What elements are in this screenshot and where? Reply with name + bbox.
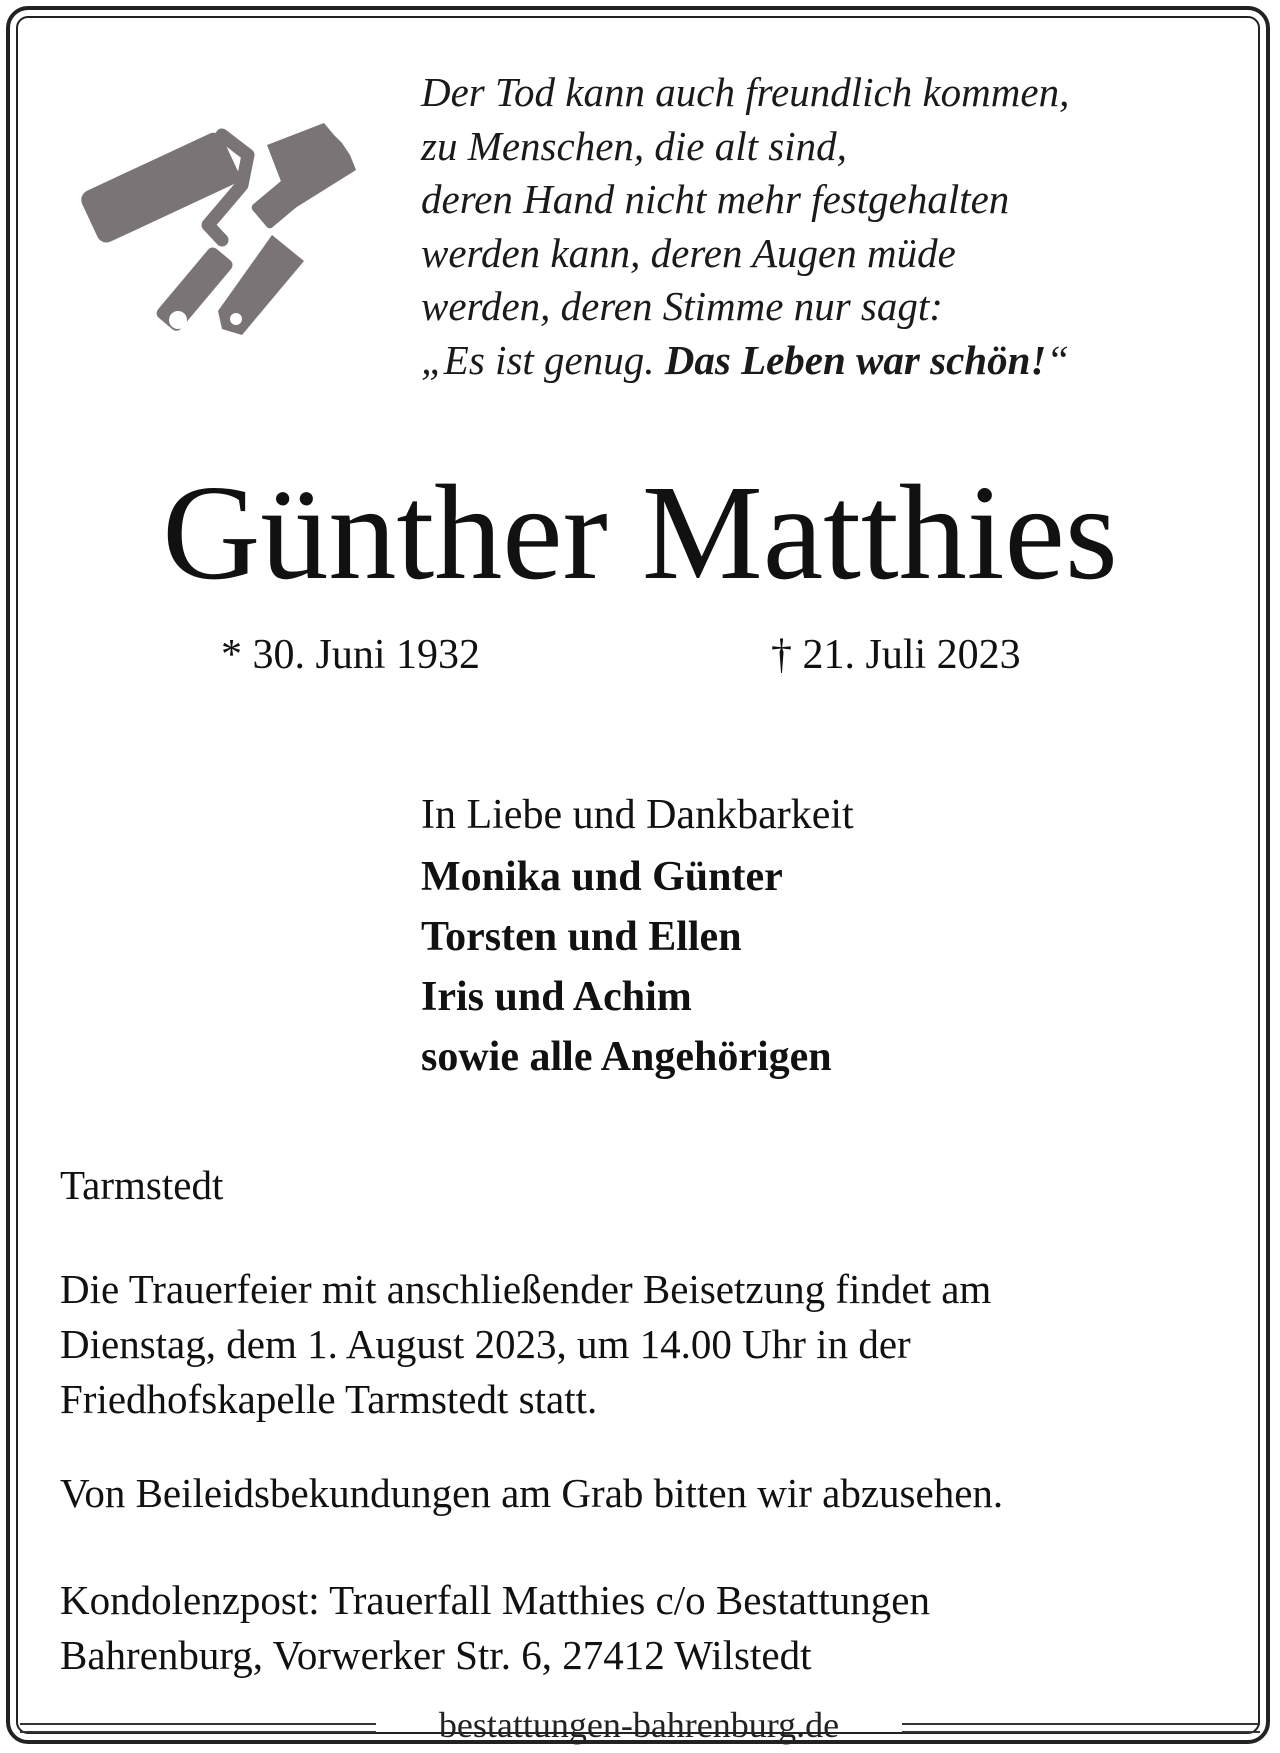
condolence-address	[60, 1573, 1240, 1683]
birth-date: * 30. Juni 1932	[221, 632, 481, 678]
mourners	[421, 785, 1221, 1087]
footer-rule	[902, 1723, 1260, 1733]
poem-line: Der Tod kann auch freundlich kommen,	[421, 69, 1070, 115]
poem-line: werden kann, deren Augen müde	[421, 229, 956, 276]
mourner-name: Torsten und Ellen	[421, 914, 742, 960]
condolence-note	[60, 1466, 1240, 1521]
footer-url: bestattungen-bahrenburg.de	[438, 1705, 840, 1745]
mourners-intro: In Liebe und Dankbarkeit	[421, 792, 854, 838]
place: Tarmstedt	[60, 1162, 224, 1208]
poem-last-line-start: „Es ist genug.	[421, 336, 665, 383]
death-date: † 21. Juli 2023	[771, 632, 1021, 678]
paint-roller-and-brush-icon	[72, 115, 372, 345]
footer-rule	[20, 1723, 376, 1733]
condolence-address-line: Kondolenzpost: Trauerfall Matthies c/o Bestattungen	[60, 1577, 930, 1623]
condolence-address-line: Bahrenburg, Vorwerker Str. 6, 27412 Wilstedt	[60, 1632, 812, 1678]
poem	[421, 66, 1221, 387]
funeral-line: Die Trauerfeier mit anschließender Beisetzung findet am	[60, 1266, 992, 1312]
poem-line: zu Menschen, die alt sind,	[421, 122, 847, 169]
poem-emphasis: Das Leben war schön!	[664, 336, 1047, 383]
funeral-details	[60, 1262, 1240, 1427]
poem-last-line	[421, 334, 1221, 388]
poem-line: werden, deren Stimme nur sagt:	[421, 283, 943, 329]
poem-closing-quote: “	[1046, 336, 1070, 383]
mourner-name: Monika und Günter	[421, 854, 783, 900]
mourner-name: Iris und Achim	[421, 974, 692, 1020]
mourner-name: sowie alle Angehörigen	[421, 1034, 832, 1080]
condolence-note-line: Von Beileidsbekundungen am Grab bitten wir abzusehen.	[60, 1470, 1004, 1516]
funeral-line: Friedhofskapelle Tarmstedt statt.	[60, 1376, 598, 1422]
deceased-name: Günther Matthies	[162, 458, 1118, 608]
poem-line: deren Hand nicht mehr festgehalten	[421, 176, 1010, 222]
funeral-line: Dienstag, dem 1. August 2023, um 14.00 Uhr in der	[60, 1321, 911, 1367]
